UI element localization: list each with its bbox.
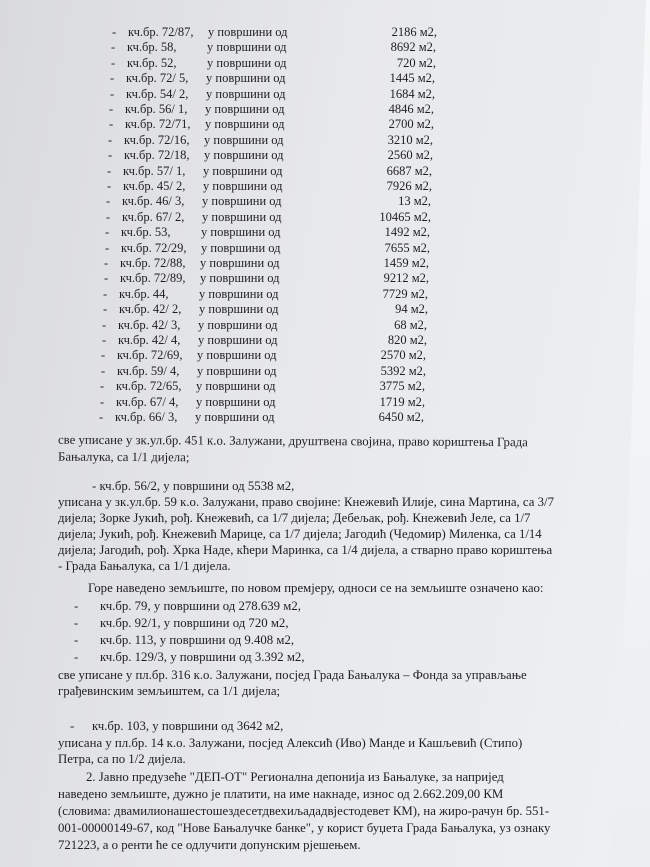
parcel-bullet: -: [102, 317, 107, 332]
parcel-area-phrase: у површини од: [198, 317, 278, 332]
section1-line1: све уписане у зк.ул.бр. 451 к.о. Залужани, друштвена својина, право кориштења Града: [57, 432, 528, 450]
parcel-bullet: -: [105, 240, 110, 255]
parcel-row: [107, 165, 447, 178]
parcel-area: 4846 м2,: [388, 102, 434, 116]
parcel-area: 1719 м2,: [379, 394, 425, 409]
parcel-row: [105, 242, 445, 255]
section3-intro: Горе наведено земљиште, по новом премјеру, односи се на земљиште означено као:: [88, 581, 544, 595]
parcel-ref: кч.бр. 72/29,: [121, 240, 187, 255]
parcel-area-phrase: у површини од: [196, 379, 276, 394]
parcel-ref: кч.бр. 42/ 4,: [118, 333, 181, 347]
parcel-bullet: -: [100, 394, 105, 409]
parcel-area-phrase: у површини од: [201, 225, 281, 240]
parcel-area: 1492 м2,: [384, 225, 430, 240]
parcel-bullet: -: [102, 333, 107, 347]
section3-item-2: кч.бр. 92/1, у површини од 720 м2,: [100, 616, 289, 630]
parcel-area: 3775 м2,: [379, 379, 425, 394]
parcel-row: [104, 257, 444, 270]
parcel-area: 10465 м2,: [379, 209, 431, 224]
parcel-ref: кч.бр. 72/88,: [120, 256, 186, 270]
parcel-row: [108, 134, 448, 147]
parcel-bullet: -: [103, 286, 108, 301]
parcel-area: 7655 м2,: [384, 240, 430, 255]
section5-line4: 001-00000149-67, код "Нове Бањалучке банке", у корист буџета Града Бањалука, уз ознаку: [58, 821, 551, 835]
parcel-area-phrase: у површини од: [200, 256, 280, 270]
parcel-row: [103, 303, 443, 316]
parcel-area-phrase: у површини од: [201, 240, 281, 255]
section2-line4: дијела; Јагодић, рођ. Хрка Наде, кћери Маринка, са 1/4 дијела, а стварно право кориштења: [58, 543, 553, 557]
section2-line2: дијела; Зорке Јукић, рођ. Кнежевић, са 1/7 дијела; Дебељак, рођ. Кнежевић Јеле, са 1/7: [58, 511, 531, 525]
parcel-bullet: -: [107, 163, 112, 178]
section4-line2: Петра, са по 1/2 дијела.: [58, 752, 186, 766]
parcel-area-phrase: у површини од: [203, 179, 283, 193]
parcel-bullet: -: [109, 102, 114, 116]
parcel-area-phrase: у површини од: [198, 333, 278, 347]
parcel-ref: кч.бр. 66/ 3,: [115, 410, 178, 424]
parcel-area-phrase: у површини од: [197, 363, 277, 378]
parcel-area-phrase: у површини од: [207, 55, 287, 70]
parcel-bullet: -: [101, 363, 106, 378]
parcel-area: 2700 м2,: [388, 117, 434, 132]
parcel-ref: кч.бр. 57/ 1,: [123, 163, 186, 178]
parcel-ref: кч.бр. 72/87,: [128, 25, 194, 39]
parcel-area-phrase: у површини од: [197, 348, 277, 363]
parcel-bullet: -: [108, 132, 113, 147]
parcel-row: [106, 211, 446, 224]
section3-item-4: кч.бр. 129/3, у површини од 3.392 м2,: [100, 650, 305, 664]
parcel-bullet: -: [109, 117, 114, 132]
parcel-row: [101, 349, 441, 362]
parcel-bullet: -: [110, 86, 115, 101]
parcel-ref: кч.бр. 72/18,: [124, 148, 190, 163]
parcel-row: [109, 118, 449, 131]
parcel-bullet: -: [108, 148, 113, 163]
section3-bullet-1: -: [74, 599, 79, 613]
section3-item-3: кч.бр. 113, у површини од 9.408 м2,: [100, 633, 295, 647]
parcel-ref: кч.бр. 53,: [121, 225, 171, 240]
parcel-row: [102, 319, 442, 332]
parcel-ref: кч.бр. 52,: [127, 55, 177, 70]
parcel-row: [101, 365, 441, 378]
parcel-bullet: -: [104, 271, 109, 286]
parcel-area-phrase: у површини од: [202, 194, 282, 209]
parcel-area: 8692 м2,: [390, 40, 436, 55]
parcel-bullet: -: [111, 40, 116, 55]
page-edge: [610, 0, 650, 867]
parcel-ref: кч.бр. 72/69,: [117, 348, 183, 363]
parcel-bullet: -: [106, 194, 111, 209]
parcel-ref: кч.бр. 42/ 2,: [119, 302, 182, 317]
parcel-area-phrase: у површини од: [206, 71, 286, 86]
section4-item: кч.бр. 103, у површини од 3642 м2,: [92, 719, 284, 733]
parcel-area-phrase: у површини од: [206, 86, 286, 101]
parcel-ref: кч.бр. 72/71,: [125, 117, 191, 132]
section3-bullet-3: -: [74, 633, 79, 647]
parcel-bullet: -: [106, 209, 111, 224]
parcel-ref: кч.бр. 72/16,: [124, 132, 190, 147]
parcel-bullet: -: [107, 179, 112, 193]
parcel-area-phrase: у површини од: [204, 148, 284, 163]
parcel-ref: кч.бр. 72/ 5,: [126, 71, 189, 86]
parcel-area-phrase: у површини од: [202, 209, 282, 224]
parcel-row: [110, 72, 450, 85]
parcel-ref: кч.бр. 72/89,: [120, 271, 186, 286]
parcel-area: 820 м2,: [387, 333, 427, 347]
section3-line1: све уписане у пл.бр. 316 к.о. Залужани, посјед Града Бањалука – Фонда за управљање: [58, 668, 527, 682]
section3-item-1: кч.бр. 79, у површини од 278.639 м2,: [100, 599, 301, 613]
parcel-ref: кч.бр. 59/ 4,: [117, 363, 180, 378]
parcel-ref: кч.бр. 56/ 1,: [125, 102, 188, 116]
parcel-area: 2560 м2,: [387, 148, 433, 163]
parcel-area: 3210 м2,: [387, 132, 433, 147]
section5-line1: 2. Јавно предузеће "ДЕП-ОТ" Регионална депонија из Бањалуке, за напријед: [86, 770, 504, 784]
parcel-bullet: -: [110, 71, 115, 86]
parcel-area: 9212 м2,: [383, 271, 429, 286]
parcel-area-phrase: у површини од: [203, 163, 283, 178]
parcel-row: [100, 396, 440, 409]
section2-item: - кч.бр. 56/2, у површини од 5538 м2,: [92, 479, 295, 493]
parcel-row: [99, 411, 439, 424]
section5-line2: наведено земљиште, дужно је платити, на име накнаде, износ од 2.662.209,00 КМ: [58, 787, 504, 801]
parcel-bullet: -: [100, 379, 105, 394]
parcel-row: [109, 103, 449, 116]
section2-line5: - Града Бањалука, са 1/1 дијела.: [58, 559, 231, 573]
parcel-area-phrase: у површини од: [207, 40, 287, 55]
section5-line5: 721223, а о ренти ће се одлучити допунским рјешењем.: [58, 838, 361, 852]
parcel-row: [103, 288, 443, 301]
parcel-row: [107, 180, 447, 193]
parcel-row: [108, 149, 448, 162]
parcel-area: 1459 м2,: [383, 256, 429, 270]
parcel-area-phrase: у површини од: [204, 132, 284, 147]
parcel-ref: кч.бр. 72/65,: [116, 379, 182, 394]
parcel-area: 7926 м2,: [386, 179, 432, 193]
parcel-ref: кч.бр. 45/ 2,: [123, 179, 186, 193]
parcel-row: [112, 26, 452, 39]
section4-bullet: -: [70, 719, 75, 733]
parcel-ref: кч.бр. 54/ 2,: [126, 86, 189, 101]
parcel-area: 2186 м2,: [391, 25, 437, 39]
parcel-row: [111, 57, 451, 70]
parcel-ref: кч.бр. 44,: [119, 286, 169, 301]
parcel-area: 6687 м2,: [386, 163, 432, 178]
parcel-bullet: -: [103, 302, 108, 317]
parcel-area-phrase: у површини од: [199, 286, 279, 301]
parcel-row: [106, 195, 446, 208]
section2-line1: уписана у зк.ул.бр. 59 к.о. Залужани, право својине: Кнежевић Илије, сина Мартина, са 3/7: [58, 495, 554, 509]
parcel-area: 13 м2,: [398, 194, 431, 209]
parcel-area-phrase: у површини од: [205, 117, 285, 132]
parcel-area-phrase: у површини од: [205, 102, 285, 116]
section4-line1: уписана у пл.бр. 14 к.о. Залужани, посјед Алексић (Иво) Манде и Кашљевић (Стипо): [58, 736, 523, 750]
parcel-area-phrase: у површини од: [195, 410, 275, 424]
parcel-row: [104, 272, 444, 285]
parcel-area: 6450 м2,: [378, 410, 424, 424]
parcel-area-phrase: у површини од: [196, 394, 276, 409]
parcel-bullet: -: [105, 225, 110, 240]
parcel-area-phrase: у површини од: [208, 25, 288, 39]
section1-line2: Бањалука, са 1/1 дијела;: [57, 449, 190, 465]
parcel-area: 1445 м2,: [389, 71, 435, 86]
parcel-area: 5392 м2,: [380, 363, 426, 378]
parcel-area-phrase: у површини од: [200, 271, 280, 286]
parcel-area: 1684 м2,: [389, 86, 435, 101]
parcel-ref: кч.бр. 67/ 4,: [116, 394, 179, 409]
parcel-ref: кч.бр. 58,: [127, 40, 177, 55]
parcel-bullet: -: [101, 348, 106, 363]
parcel-bullet: -: [104, 256, 109, 270]
section2-line3: дијела; Јукић, рођ. Кнежевић Марице, са 1/7 дијела; Јагодић (Чедомир) Миленка, са 1/14: [58, 527, 542, 541]
parcel-bullet: -: [99, 410, 104, 424]
section5-line3: (словима: двамилионашестошездесетдвехиљададвјестодевет КМ), на жиро-рачун бр. 551-: [58, 804, 550, 818]
parcel-bullet: -: [111, 55, 116, 70]
parcel-ref: кч.бр. 42/ 3,: [118, 317, 181, 332]
parcel-area: 2570 м2,: [380, 348, 426, 363]
parcel-row: [111, 41, 451, 54]
section3-bullet-4: -: [74, 650, 79, 664]
parcel-area: 7729 м2,: [382, 286, 428, 301]
section3-line2: грађевинским земљиштем, са 1/1 дијела;: [58, 684, 281, 698]
parcel-area: 68 м2,: [394, 317, 427, 332]
parcel-row: [105, 226, 445, 239]
parcel-area: 720 м2,: [396, 55, 436, 70]
parcel-row: [100, 380, 440, 393]
parcel-area: 94 м2,: [395, 302, 428, 317]
parcel-row: [110, 88, 450, 101]
section3-bullet-2: -: [74, 616, 79, 630]
parcel-ref: кч.бр. 67/ 2,: [122, 209, 185, 224]
parcel-area-phrase: у површини од: [199, 302, 279, 317]
parcel-ref: кч.бр. 46/ 3,: [122, 194, 185, 209]
parcel-row: [102, 334, 442, 347]
parcel-bullet: -: [112, 25, 117, 39]
